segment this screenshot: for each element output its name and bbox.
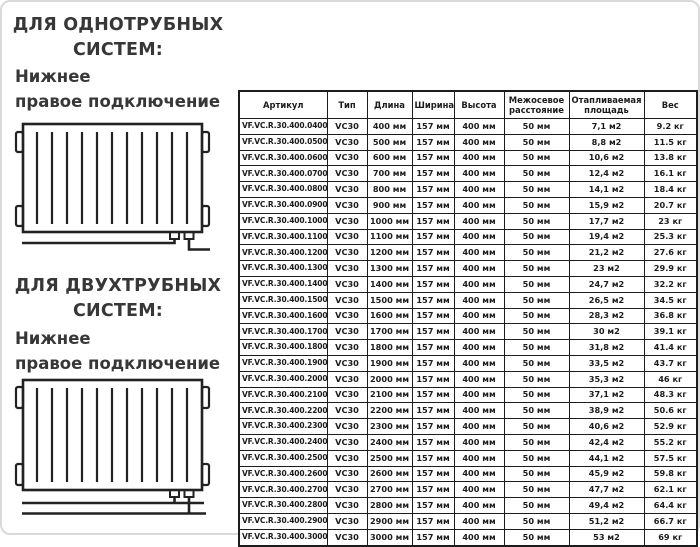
cell-type: VC30	[327, 276, 367, 292]
cell-width: 157 мм	[412, 261, 454, 277]
single-pipe-connection-label	[15, 64, 230, 114]
cell-weight: 16.1 кг	[644, 166, 697, 182]
cell-axle-distance: 50 мм	[504, 213, 569, 229]
cell-height: 400 мм	[454, 403, 504, 419]
cell-type: VC30	[327, 387, 367, 403]
cell-axle-distance: 50 мм	[504, 355, 569, 371]
cell-heated-area: 35,3 м2	[569, 371, 644, 387]
cell-type: VC30	[327, 292, 367, 308]
cell-type: VC30	[327, 229, 367, 245]
cell-height: 400 мм	[454, 276, 504, 292]
cell-width: 157 мм	[412, 134, 454, 150]
table-row	[239, 513, 697, 529]
cell-height: 400 мм	[454, 182, 504, 198]
cell-height: 400 мм	[454, 466, 504, 482]
column-header-heated-area: Отапливаемая площадь	[569, 91, 644, 119]
cell-article: VF.VC.R.30.400.2900	[239, 513, 327, 529]
cell-axle-distance: 50 мм	[504, 371, 569, 387]
cell-height: 400 мм	[454, 355, 504, 371]
cell-heated-area: 19,4 м2	[569, 229, 644, 245]
cell-article: VF.VC.R.30.400.0500	[239, 134, 327, 150]
cell-article: VF.VC.R.30.400.1200	[239, 245, 327, 261]
table-row	[239, 197, 697, 213]
column-header-type: Тип	[327, 91, 367, 119]
table-row	[239, 419, 697, 435]
column-header-width: Ширина	[412, 91, 454, 119]
table-row	[239, 166, 697, 182]
cell-article: VF.VC.R.30.400.2200	[239, 403, 327, 419]
heading-line: ДЛЯ ОДНОТРУБНЫХ	[12, 15, 224, 35]
cell-weight: 62.1 кг	[644, 482, 697, 498]
cell-heated-area: 30 м2	[569, 324, 644, 340]
cell-height: 400 мм	[454, 482, 504, 498]
cell-width: 157 мм	[412, 245, 454, 261]
cell-article: VF.VC.R.30.400.2400	[239, 434, 327, 450]
cell-length: 1200 мм	[367, 245, 412, 261]
cell-width: 157 мм	[412, 292, 454, 308]
table-row	[239, 182, 697, 198]
cell-type: VC30	[327, 182, 367, 198]
cell-weight: 50.6 кг	[644, 403, 697, 419]
cell-axle-distance: 50 мм	[504, 513, 569, 529]
cell-weight: 48.3 кг	[644, 387, 697, 403]
cell-width: 157 мм	[412, 529, 454, 545]
cell-height: 400 мм	[454, 292, 504, 308]
cell-heated-area: 12,4 м2	[569, 166, 644, 182]
column-header-axle-distance: Межосевое расстояние	[504, 91, 569, 119]
cell-height: 400 мм	[454, 450, 504, 466]
cell-height: 400 мм	[454, 119, 504, 135]
heading-line: СИСТЕМ:	[72, 301, 164, 321]
cell-width: 157 мм	[412, 213, 454, 229]
cell-axle-distance: 50 мм	[504, 482, 569, 498]
cell-width: 157 мм	[412, 308, 454, 324]
cell-heated-area: 44,1 м2	[569, 450, 644, 466]
cell-type: VC30	[327, 261, 367, 277]
cell-heated-area: 7,1 м2	[569, 119, 644, 135]
cell-width: 157 мм	[412, 355, 454, 371]
cell-weight: 41.4 кг	[644, 340, 697, 356]
cell-axle-distance: 50 мм	[504, 419, 569, 435]
cell-axle-distance: 50 мм	[504, 308, 569, 324]
cell-type: VC30	[327, 419, 367, 435]
column-header-length: Длина	[367, 91, 412, 119]
cell-width: 157 мм	[412, 276, 454, 292]
cell-length: 1100 мм	[367, 229, 412, 245]
cell-weight: 39.1 кг	[644, 324, 697, 340]
cell-width: 157 мм	[412, 371, 454, 387]
cell-weight: 25.3 кг	[644, 229, 697, 245]
cell-axle-distance: 50 мм	[504, 245, 569, 261]
spec-table-body	[239, 119, 697, 546]
cell-heated-area: 10,6 м2	[569, 150, 644, 166]
cell-type: VC30	[327, 150, 367, 166]
cell-heated-area: 15,9 м2	[569, 197, 644, 213]
cell-type: VC30	[327, 308, 367, 324]
cell-heated-area: 23 м2	[569, 261, 644, 277]
cell-weight: 27.6 кг	[644, 245, 697, 261]
cell-length: 1700 мм	[367, 324, 412, 340]
cell-width: 157 мм	[412, 197, 454, 213]
table-row	[239, 229, 697, 245]
cell-width: 157 мм	[412, 403, 454, 419]
single-pipe-systems-heading	[8, 13, 228, 63]
cell-height: 400 мм	[454, 324, 504, 340]
left-panel	[2, 2, 236, 537]
cell-height: 400 мм	[454, 434, 504, 450]
cell-heated-area: 37,1 м2	[569, 387, 644, 403]
spec-table	[238, 90, 698, 547]
cell-height: 400 мм	[454, 529, 504, 545]
cell-weight: 29.9 кг	[644, 261, 697, 277]
table-row	[239, 466, 697, 482]
cell-length: 2800 мм	[367, 498, 412, 514]
cell-article: VF.VC.R.30.400.2100	[239, 387, 327, 403]
cell-heated-area: 24,7 м2	[569, 276, 644, 292]
cell-article: VF.VC.R.30.400.1700	[239, 324, 327, 340]
table-row	[239, 482, 697, 498]
cell-axle-distance: 50 мм	[504, 450, 569, 466]
cell-width: 157 мм	[412, 450, 454, 466]
heading-line: ДЛЯ ДВУХТРУБНЫХ	[14, 276, 222, 296]
cell-type: VC30	[327, 355, 367, 371]
cell-length: 1500 мм	[367, 292, 412, 308]
cell-weight: 32.2 кг	[644, 276, 697, 292]
table-row	[239, 308, 697, 324]
table-row	[239, 276, 697, 292]
connection-label-line: Нижнее	[15, 67, 91, 86]
cell-heated-area: 53 м2	[569, 529, 644, 545]
cell-weight: 11.5 кг	[644, 134, 697, 150]
cell-axle-distance: 50 мм	[504, 197, 569, 213]
cell-heated-area: 42,4 м2	[569, 434, 644, 450]
cell-type: VC30	[327, 450, 367, 466]
table-row	[239, 119, 697, 135]
cell-length: 2600 мм	[367, 466, 412, 482]
radiator-bottom-right-single-pipe-icon	[12, 112, 224, 264]
cell-heated-area: 26,5 м2	[569, 292, 644, 308]
cell-type: VC30	[327, 166, 367, 182]
cell-height: 400 мм	[454, 387, 504, 403]
cell-height: 400 мм	[454, 261, 504, 277]
cell-length: 2000 мм	[367, 371, 412, 387]
cell-heated-area: 49,4 м2	[569, 498, 644, 514]
two-pipe-systems-heading	[8, 274, 228, 324]
radiator-bottom-right-two-pipe-icon	[12, 368, 224, 520]
cell-article: VF.VC.R.30.400.1300	[239, 261, 327, 277]
cell-axle-distance: 50 мм	[504, 387, 569, 403]
cell-weight: 59.8 кг	[644, 466, 697, 482]
cell-article: VF.VC.R.30.400.1000	[239, 213, 327, 229]
cell-heated-area: 31,8 м2	[569, 340, 644, 356]
cell-weight: 13.8 кг	[644, 150, 697, 166]
cell-article: VF.VC.R.30.400.0600	[239, 150, 327, 166]
cell-axle-distance: 50 мм	[504, 166, 569, 182]
cell-heated-area: 8,8 м2	[569, 134, 644, 150]
cell-heated-area: 38,9 м2	[569, 403, 644, 419]
cell-length: 1300 мм	[367, 261, 412, 277]
cell-width: 157 мм	[412, 434, 454, 450]
column-header-article: Артикул	[239, 91, 327, 119]
cell-height: 400 мм	[454, 419, 504, 435]
cell-article: VF.VC.R.30.400.0800	[239, 182, 327, 198]
cell-height: 400 мм	[454, 197, 504, 213]
cell-length: 2300 мм	[367, 419, 412, 435]
cell-length: 800 мм	[367, 182, 412, 198]
cell-weight: 64.4 кг	[644, 498, 697, 514]
cell-weight: 57.5 кг	[644, 450, 697, 466]
cell-height: 400 мм	[454, 134, 504, 150]
cell-type: VC30	[327, 466, 367, 482]
cell-article: VF.VC.R.30.400.2600	[239, 466, 327, 482]
cell-axle-distance: 50 мм	[504, 292, 569, 308]
cell-axle-distance: 50 мм	[504, 529, 569, 545]
cell-length: 2200 мм	[367, 403, 412, 419]
table-row	[239, 355, 697, 371]
cell-height: 400 мм	[454, 498, 504, 514]
cell-weight: 69 кг	[644, 529, 697, 545]
cell-width: 157 мм	[412, 340, 454, 356]
cell-weight: 20.7 кг	[644, 197, 697, 213]
table-row	[239, 371, 697, 387]
cell-axle-distance: 50 мм	[504, 261, 569, 277]
cell-axle-distance: 50 мм	[504, 434, 569, 450]
cell-type: VC30	[327, 245, 367, 261]
cell-axle-distance: 50 мм	[504, 229, 569, 245]
cell-type: VC30	[327, 197, 367, 213]
cell-length: 1800 мм	[367, 340, 412, 356]
cell-heated-area: 14,1 м2	[569, 182, 644, 198]
cell-axle-distance: 50 мм	[504, 150, 569, 166]
cell-length: 500 мм	[367, 134, 412, 150]
cell-width: 157 мм	[412, 387, 454, 403]
table-row	[239, 498, 697, 514]
cell-weight: 43.7 кг	[644, 355, 697, 371]
cell-length: 700 мм	[367, 166, 412, 182]
cell-width: 157 мм	[412, 498, 454, 514]
cell-weight: 55.2 кг	[644, 434, 697, 450]
cell-weight: 9.2 кг	[644, 119, 697, 135]
cell-length: 1000 мм	[367, 213, 412, 229]
cell-heated-area: 47,7 м2	[569, 482, 644, 498]
cell-article: VF.VC.R.30.400.1100	[239, 229, 327, 245]
cell-type: VC30	[327, 134, 367, 150]
table-row	[239, 387, 697, 403]
connection-label-line: правое подключение	[15, 92, 221, 111]
cell-height: 400 мм	[454, 513, 504, 529]
cell-length: 400 мм	[367, 119, 412, 135]
cell-length: 2500 мм	[367, 450, 412, 466]
table-row	[239, 450, 697, 466]
cell-heated-area: 33,5 м2	[569, 355, 644, 371]
cell-width: 157 мм	[412, 324, 454, 340]
cell-width: 157 мм	[412, 119, 454, 135]
cell-axle-distance: 50 мм	[504, 403, 569, 419]
cell-article: VF.VC.R.30.400.1600	[239, 308, 327, 324]
cell-weight: 52.9 кг	[644, 419, 697, 435]
cell-type: VC30	[327, 371, 367, 387]
cell-height: 400 мм	[454, 166, 504, 182]
cell-height: 400 мм	[454, 371, 504, 387]
cell-length: 900 мм	[367, 197, 412, 213]
cell-axle-distance: 50 мм	[504, 182, 569, 198]
cell-type: VC30	[327, 529, 367, 545]
cell-article: VF.VC.R.30.400.3000	[239, 529, 327, 545]
cell-article: VF.VC.R.30.400.2500	[239, 450, 327, 466]
table-row	[239, 340, 697, 356]
cell-length: 1900 мм	[367, 355, 412, 371]
cell-heated-area: 17,7 м2	[569, 213, 644, 229]
connection-label-line: Нижнее	[15, 329, 91, 348]
cell-article: VF.VC.R.30.400.1400	[239, 276, 327, 292]
cell-article: VF.VC.R.30.400.0400	[239, 119, 327, 135]
cell-axle-distance: 50 мм	[504, 276, 569, 292]
cell-axle-distance: 50 мм	[504, 119, 569, 135]
cell-width: 157 мм	[412, 166, 454, 182]
cell-article: VF.VC.R.30.400.0900	[239, 197, 327, 213]
cell-heated-area: 40,6 м2	[569, 419, 644, 435]
cell-article: VF.VC.R.30.400.0700	[239, 166, 327, 182]
cell-width: 157 мм	[412, 513, 454, 529]
cell-width: 157 мм	[412, 150, 454, 166]
column-header-height: Высота	[454, 91, 504, 119]
cell-heated-area: 45,9 м2	[569, 466, 644, 482]
spec-table-container	[238, 90, 700, 547]
cell-article: VF.VC.R.30.400.2300	[239, 419, 327, 435]
cell-type: VC30	[327, 434, 367, 450]
cell-type: VC30	[327, 482, 367, 498]
cell-weight: 36.8 кг	[644, 308, 697, 324]
cell-article: VF.VC.R.30.400.2700	[239, 482, 327, 498]
cell-article: VF.VC.R.30.400.1500	[239, 292, 327, 308]
cell-type: VC30	[327, 403, 367, 419]
cell-article: VF.VC.R.30.400.2000	[239, 371, 327, 387]
cell-length: 1400 мм	[367, 276, 412, 292]
cell-type: VC30	[327, 513, 367, 529]
table-row	[239, 324, 697, 340]
table-row	[239, 434, 697, 450]
cell-height: 400 мм	[454, 213, 504, 229]
table-row	[239, 529, 697, 545]
cell-length: 600 мм	[367, 150, 412, 166]
cell-article: VF.VC.R.30.400.1900	[239, 355, 327, 371]
table-row	[239, 292, 697, 308]
cell-height: 400 мм	[454, 150, 504, 166]
cell-weight: 23 кг	[644, 213, 697, 229]
cell-axle-distance: 50 мм	[504, 498, 569, 514]
cell-heated-area: 51,2 м2	[569, 513, 644, 529]
table-row	[239, 245, 697, 261]
cell-width: 157 мм	[412, 482, 454, 498]
cell-length: 2700 мм	[367, 482, 412, 498]
spec-table-header-row	[239, 91, 697, 119]
heading-line: СИСТЕМ:	[72, 40, 164, 60]
cell-height: 400 мм	[454, 229, 504, 245]
cell-type: VC30	[327, 324, 367, 340]
column-header-weight: Вес	[644, 91, 697, 119]
cell-type: VC30	[327, 498, 367, 514]
cell-type: VC30	[327, 213, 367, 229]
cell-type: VC30	[327, 340, 367, 356]
cell-weight: 66.7 кг	[644, 513, 697, 529]
cell-length: 3000 мм	[367, 529, 412, 545]
cell-width: 157 мм	[412, 229, 454, 245]
cell-length: 2100 мм	[367, 387, 412, 403]
cell-type: VC30	[327, 119, 367, 135]
cell-article: VF.VC.R.30.400.1800	[239, 340, 327, 356]
cell-heated-area: 21,2 м2	[569, 245, 644, 261]
cell-width: 157 мм	[412, 419, 454, 435]
cell-length: 1600 мм	[367, 308, 412, 324]
cell-height: 400 мм	[454, 308, 504, 324]
cell-axle-distance: 50 мм	[504, 134, 569, 150]
table-row	[239, 150, 697, 166]
table-row	[239, 134, 697, 150]
table-row	[239, 213, 697, 229]
cell-weight: 34.5 кг	[644, 292, 697, 308]
cell-axle-distance: 50 мм	[504, 324, 569, 340]
cell-weight: 46 кг	[644, 371, 697, 387]
cell-height: 400 мм	[454, 340, 504, 356]
cell-width: 157 мм	[412, 182, 454, 198]
cell-heated-area: 28,3 м2	[569, 308, 644, 324]
cell-length: 2900 мм	[367, 513, 412, 529]
cell-weight: 18.4 кг	[644, 182, 697, 198]
cell-axle-distance: 50 мм	[504, 466, 569, 482]
cell-length: 2400 мм	[367, 434, 412, 450]
cell-width: 157 мм	[412, 466, 454, 482]
table-row	[239, 403, 697, 419]
cell-height: 400 мм	[454, 245, 504, 261]
connection-label-line: правое подключение	[15, 354, 221, 373]
cell-axle-distance: 50 мм	[504, 340, 569, 356]
table-row	[239, 261, 697, 277]
cell-article: VF.VC.R.30.400.2800	[239, 498, 327, 514]
